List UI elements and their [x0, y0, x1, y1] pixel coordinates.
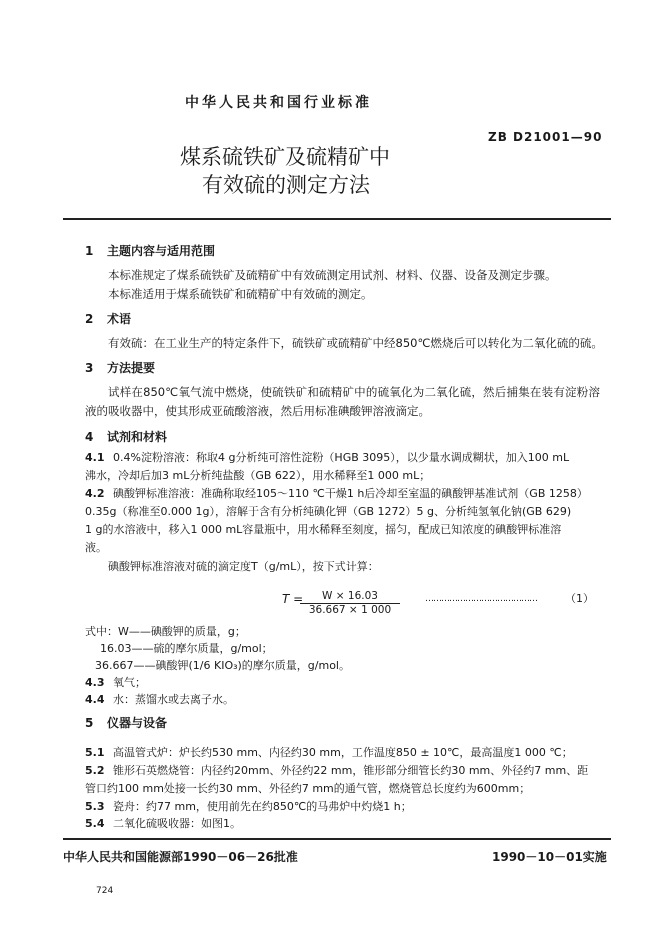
paragraph-line: 0.35g（称准至0.000 1g），溶解于含有分析纯碘化钾（GB 1272）5 g、分析纯氢氧化钠(GB 629) — [85, 505, 572, 518]
formula-leader: …………………………………… — [425, 594, 537, 604]
standard-type: 中华人民共和国行业标准 — [185, 95, 372, 111]
item-number: 4.1 — [85, 451, 105, 464]
item-number: 5.2 — [85, 764, 105, 777]
paragraph-line: 管口约100 mm处接一长约30 mm、外径约7 mm的通气管，燃烧管总长度约为600mm； — [85, 782, 531, 795]
item-number: 4.3 — [85, 676, 105, 689]
section-3-heading — [85, 361, 155, 375]
paragraph-line: 沸水，冷却后加3 mL分析纯盐酸（GB 622），用水稀释至1 000 mL； — [85, 469, 431, 482]
item-5-1 — [85, 746, 573, 760]
section-number: 3 — [85, 361, 94, 375]
footer-rule — [63, 838, 611, 840]
title-line-2: 有效硫的测定方法 — [202, 173, 370, 197]
item-4-3 — [85, 676, 146, 690]
item-text: 二氧化硫吸收器：如图1。 — [113, 817, 241, 830]
item-5-4 — [85, 817, 241, 831]
item-text: 氧气； — [113, 676, 146, 689]
item-text: 高温管式炉：炉长约530 mm、内径约30 mm，工作温度850 ± 10℃，最高温度1 000 ℃； — [113, 746, 573, 759]
title-line-1: 煤系硫铁矿及硫精矿中 — [180, 145, 390, 169]
section-4-heading — [85, 430, 167, 444]
paragraph-line: 液。 — [85, 541, 107, 554]
section-title: 方法提要 — [107, 361, 156, 375]
section-title: 术语 — [107, 312, 132, 326]
where-line: 16.03——硫的摩尔质量，g/mol； — [100, 642, 273, 655]
section-number: 1 — [85, 244, 94, 258]
item-text: 瓷舟：约77 mm，使用前先在约850℃的马弗炉中灼烧1 h； — [113, 800, 412, 813]
item-number: 4.2 — [85, 487, 105, 500]
formula-fraction — [300, 590, 400, 616]
formula-numerator: W × 16.03 — [300, 590, 400, 604]
paragraph-line: 本标准规定了煤系硫铁矿及硫精矿中有效硫测定用试剂、材料、仪器、设备及测定步骤。 — [108, 268, 557, 282]
item-number: 4.4 — [85, 693, 105, 706]
approval-info: 中华人民共和国能源部1990－06－26批准 — [63, 850, 298, 864]
section-title: 主题内容与适用范围 — [107, 244, 216, 258]
paragraph-line: 本标准适用于煤系硫铁矿和硫精矿中有效硫的测定。 — [108, 287, 373, 301]
formula-denominator: 36.667 × 1 000 — [308, 604, 392, 616]
formula-intro: 碘酸钾标准溶液对硫的滴定度T（g/mL），按下式计算： — [108, 560, 379, 573]
paragraph-line: 1 g的水溶液中，移入1 000 mL容量瓶中，用水稀释至刻度，摇匀，配成已知浓度的碘酸钾标准溶 — [85, 523, 562, 536]
section-title: 试剂和材料 — [107, 430, 168, 444]
section-5-heading — [85, 716, 167, 730]
section-number: 4 — [85, 430, 94, 444]
paragraph-line: 有效硫：在工业生产的特定条件下，硫铁矿或硫精矿中经850℃燃烧后可以转化为二氧化硫的硫。 — [108, 336, 603, 350]
formula-lhs: T = — [282, 592, 304, 606]
where-line: 36.667——碘酸钾(1/6 KIO₃)的摩尔质量，g/mol。 — [95, 659, 350, 672]
item-number: 5.3 — [85, 800, 105, 813]
item-4-4 — [85, 693, 234, 707]
where-line: 式中：W——碘酸钾的质量，g； — [85, 625, 246, 638]
item-5-3 — [85, 800, 412, 814]
item-5-2 — [85, 764, 588, 778]
item-number: 5.4 — [85, 817, 105, 830]
effective-date: 1990－10－01实施 — [492, 850, 607, 864]
standard-code: ZB D21001—90 — [488, 130, 603, 144]
section-2-heading — [85, 312, 131, 326]
item-4-2 — [85, 487, 588, 501]
item-text: 锥形石英燃烧管：内径约20mm、外径约22 mm，锥形部分细管长约30 mm、外径约7 mm、距 — [113, 764, 589, 777]
item-4-1 — [85, 451, 569, 465]
item-text: 水：蒸馏水或去离子水。 — [113, 693, 234, 706]
item-text: 碘酸钾标准溶液：准确称取经105～110 ℃干燥1 h后冷却至室温的碘酸钾基准试剂（GB 1258） — [113, 487, 588, 500]
paragraph-line: 试样在850℃氧气流中燃烧，使硫铁矿和硫精矿中的硫氧化为二氧化硫，然后捕集在装有淀粉溶 — [108, 385, 600, 399]
item-text: 0.4%淀粉溶液：称取4 g分析纯可溶性淀粉（HGB 3095），以少量水调成糊状，加入100 mL — [113, 451, 570, 464]
section-number: 2 — [85, 312, 94, 326]
item-number: 5.1 — [85, 746, 105, 759]
equation-number: （1） — [565, 592, 594, 605]
header-rule — [63, 218, 611, 220]
page-number: 724 — [96, 886, 114, 896]
section-number: 5 — [85, 716, 94, 730]
section-title: 仪器与设备 — [107, 716, 168, 730]
paragraph-line: 液的吸收器中，使其形成亚硫酸溶液，然后用标准碘酸钾溶液滴定。 — [85, 404, 430, 418]
section-1-heading — [85, 244, 215, 258]
